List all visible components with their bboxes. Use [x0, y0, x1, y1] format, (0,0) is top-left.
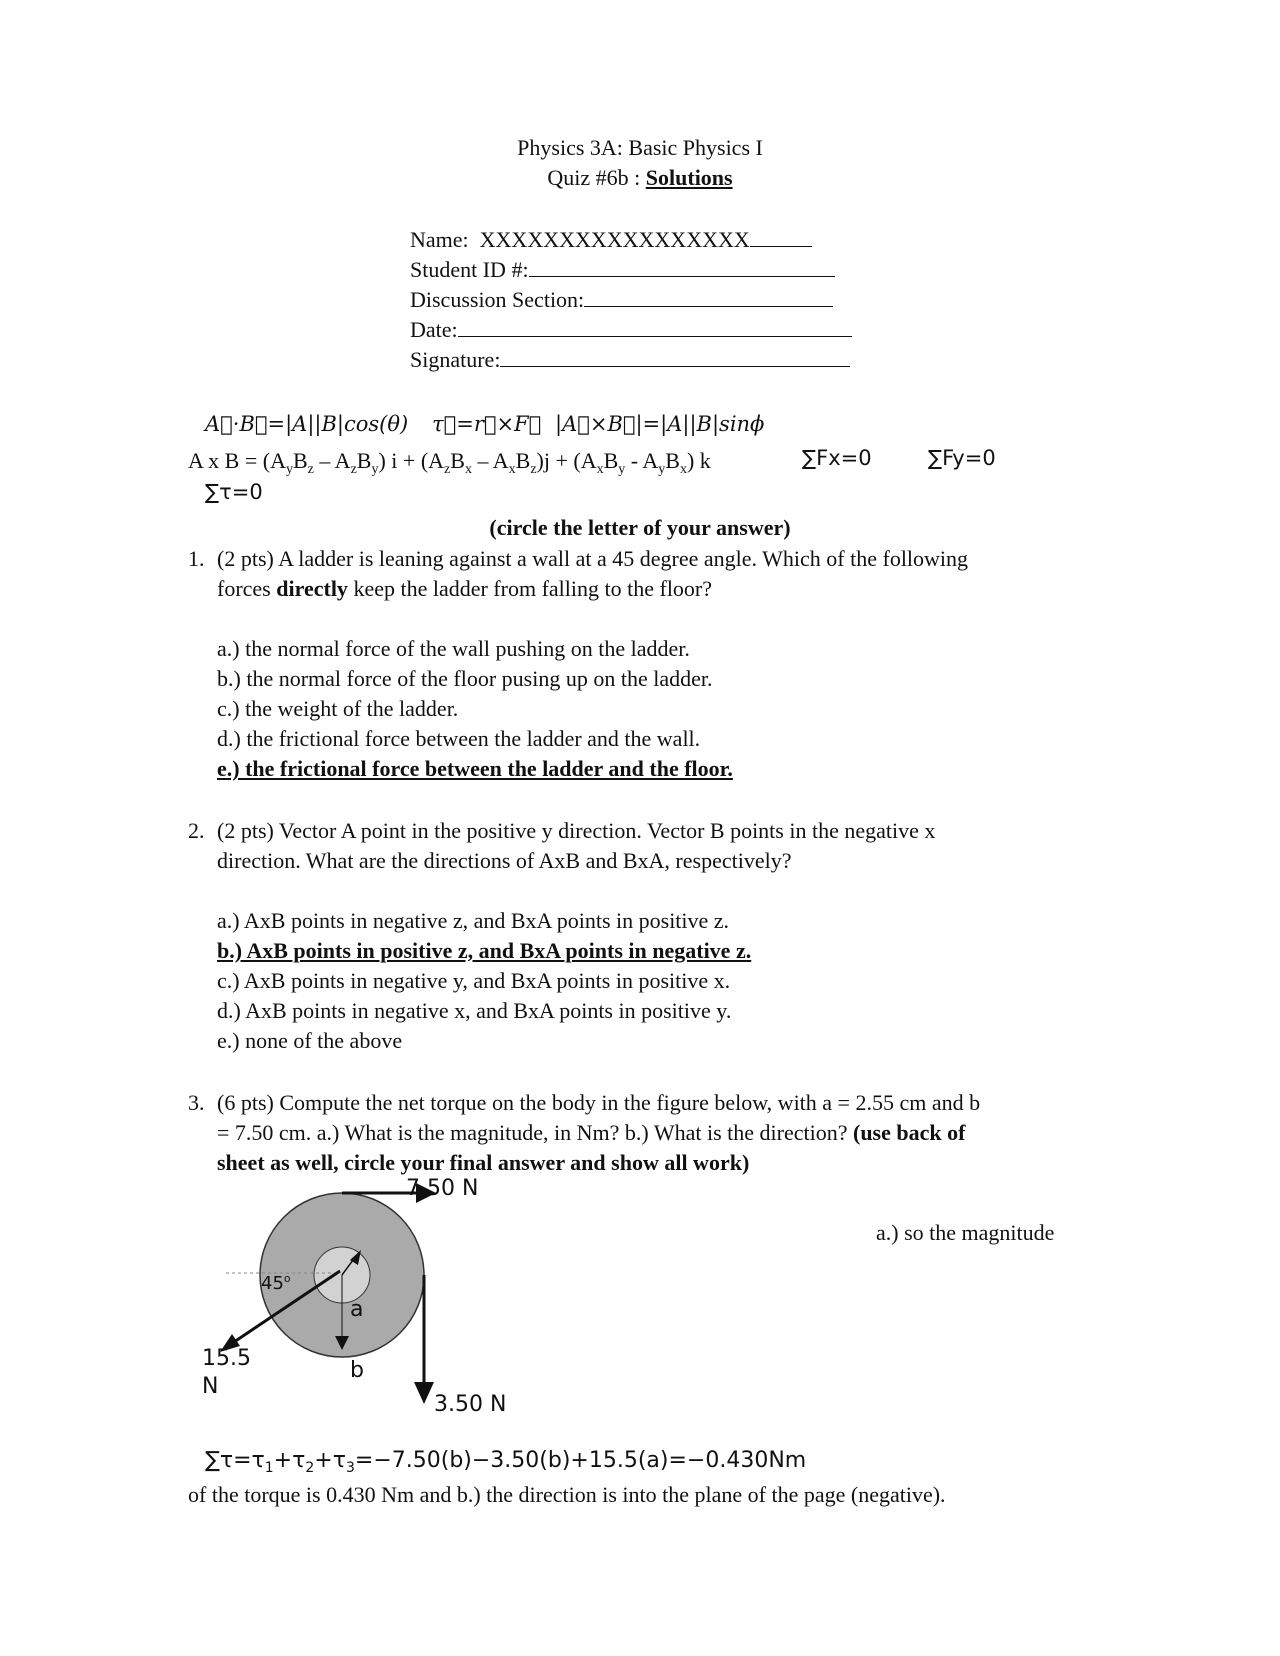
- q2-option-e[interactable]: e.) none of the above: [217, 1028, 403, 1053]
- formula-torque: τ⃗=r⃗×F⃗: [432, 412, 542, 436]
- name-field: [410, 225, 812, 255]
- solutions-label: Solutions: [645, 165, 733, 190]
- formula-cross-magnitude: |A⃗×B⃗|=|A||B|sinϕ: [555, 412, 765, 436]
- q1-option-b[interactable]: b.) the normal force of the floor pusing up on the ladder.: [217, 666, 713, 691]
- quiz-prefix: Quiz #6b :: [547, 165, 646, 190]
- question-3-text-line2: [217, 1118, 965, 1148]
- q2-option-a[interactable]: a.) AxB points in negative z, and BxA points in positive z.: [217, 908, 730, 933]
- question-1-number: 1.: [188, 546, 205, 571]
- q1-option-e-answer[interactable]: e.) the frictional force between the ladder and the floor.: [217, 756, 733, 781]
- angle-label: [261, 1272, 291, 1294]
- discussion-label: Discussion Section:: [410, 287, 585, 312]
- question-1-text-line1: (2 pts) A ladder is leaning against a wall at a 45 degree angle. Which of the following: [217, 546, 969, 571]
- question-3-text-line1: (6 pts) Compute the net torque on the body in the figure below, with a = 2.55 cm and b: [217, 1090, 981, 1115]
- force-left-label-line2: N: [202, 1374, 219, 1399]
- angle-value: 45: [261, 1273, 284, 1294]
- q2-option-c[interactable]: c.) AxB points in negative y, and BxA points in positive x.: [217, 968, 731, 993]
- solution-equation: $\sum\tau=\tau_1+\tau_2+\tau_3=-7.50(b)-3.50(b)+15.5(a)=-0.430Nm$: [205, 1448, 807, 1476]
- formula-sum-fy: ∑Fy=0: [928, 446, 996, 470]
- discussion-blank: [584, 286, 833, 307]
- question-3-line2-bold: (use back of: [853, 1120, 966, 1145]
- discussion-field: [410, 285, 833, 315]
- force-right-label: 3.50 N: [434, 1392, 507, 1417]
- question-2-text-line2: direction. What are the directions of AxB and BxA, respectively?: [217, 848, 792, 873]
- question-2-number: 2.: [188, 818, 205, 843]
- formula-sum-tau: ∑τ=0: [205, 480, 263, 504]
- question-3-line2-pre: = 7.50 cm. a.) What is the magnitude, in Nm? b.) What is the direction?: [217, 1120, 853, 1145]
- formula-sum-fx: ∑Fx=0: [802, 446, 872, 470]
- name-label: Name:: [410, 227, 469, 252]
- quiz-title: [0, 163, 1280, 193]
- name-blank: [750, 226, 812, 247]
- date-field: [410, 315, 852, 345]
- question-2-text-line1: (2 pts) Vector A point in the positive y direction. Vector B points in the negative x: [217, 818, 936, 843]
- formula-dot: A⃗·B⃗=|A||B|cos(θ): [205, 412, 409, 436]
- solution-conclusion: of the torque is 0.430 Nm and b.) the direction is into the plane of the page (negative).: [188, 1482, 946, 1507]
- formula-cross-components: A x $B = (A_yB_z - A_zB_y) i + (A_zB_x - A_xB_z)j + (A_xB_y - A_yB_x)$ k: [188, 448, 711, 477]
- question-1-line2-bold: directly: [276, 576, 348, 601]
- course-title: Physics 3A: Basic Physics I: [517, 135, 763, 160]
- question-1-line2-pre: forces: [217, 576, 277, 601]
- force-left-label-line1: 15.5: [202, 1346, 251, 1371]
- q1-option-c[interactable]: c.) the weight of the ladder.: [217, 696, 459, 721]
- force-3-50-arrowhead: [414, 1382, 434, 1404]
- name-value: XXXXXXXXXXXXXXXXX: [479, 227, 750, 252]
- label-a: a: [350, 1297, 364, 1322]
- instruction: (circle the letter of your answer): [489, 515, 791, 540]
- date-label: Date:: [410, 317, 458, 342]
- question-3-text-line3: sheet as well, circle your final answer and show all work): [217, 1150, 750, 1175]
- date-blank: [458, 316, 852, 337]
- q2-option-b-answer[interactable]: b.) AxB points in positive z, and BxA points in negative z.: [217, 938, 752, 963]
- q1-option-d[interactable]: d.) the frictional force between the ladder and the wall.: [217, 726, 701, 751]
- student-id-field: [410, 255, 835, 285]
- q2-option-d[interactable]: d.) AxB points in negative x, and BxA points in positive y.: [217, 998, 732, 1023]
- force-top-label: 7.50 N: [406, 1176, 479, 1201]
- solution-side-note: a.) so the magnitude: [876, 1220, 1055, 1245]
- question-3-number: 3.: [188, 1090, 205, 1115]
- angle-degree: o: [283, 1272, 291, 1285]
- label-b: b: [350, 1358, 364, 1383]
- student-id-label: Student ID #:: [410, 257, 529, 282]
- signature-field: [410, 345, 850, 375]
- question-1-text-line2: [217, 574, 712, 604]
- signature-blank: [500, 346, 850, 367]
- signature-label: Signature:: [410, 347, 501, 372]
- question-1-line2-post: keep the ladder from falling to the floor?: [347, 576, 713, 601]
- q1-option-a[interactable]: a.) the normal force of the wall pushing on the ladder.: [217, 636, 690, 661]
- student-id-blank: [529, 256, 835, 277]
